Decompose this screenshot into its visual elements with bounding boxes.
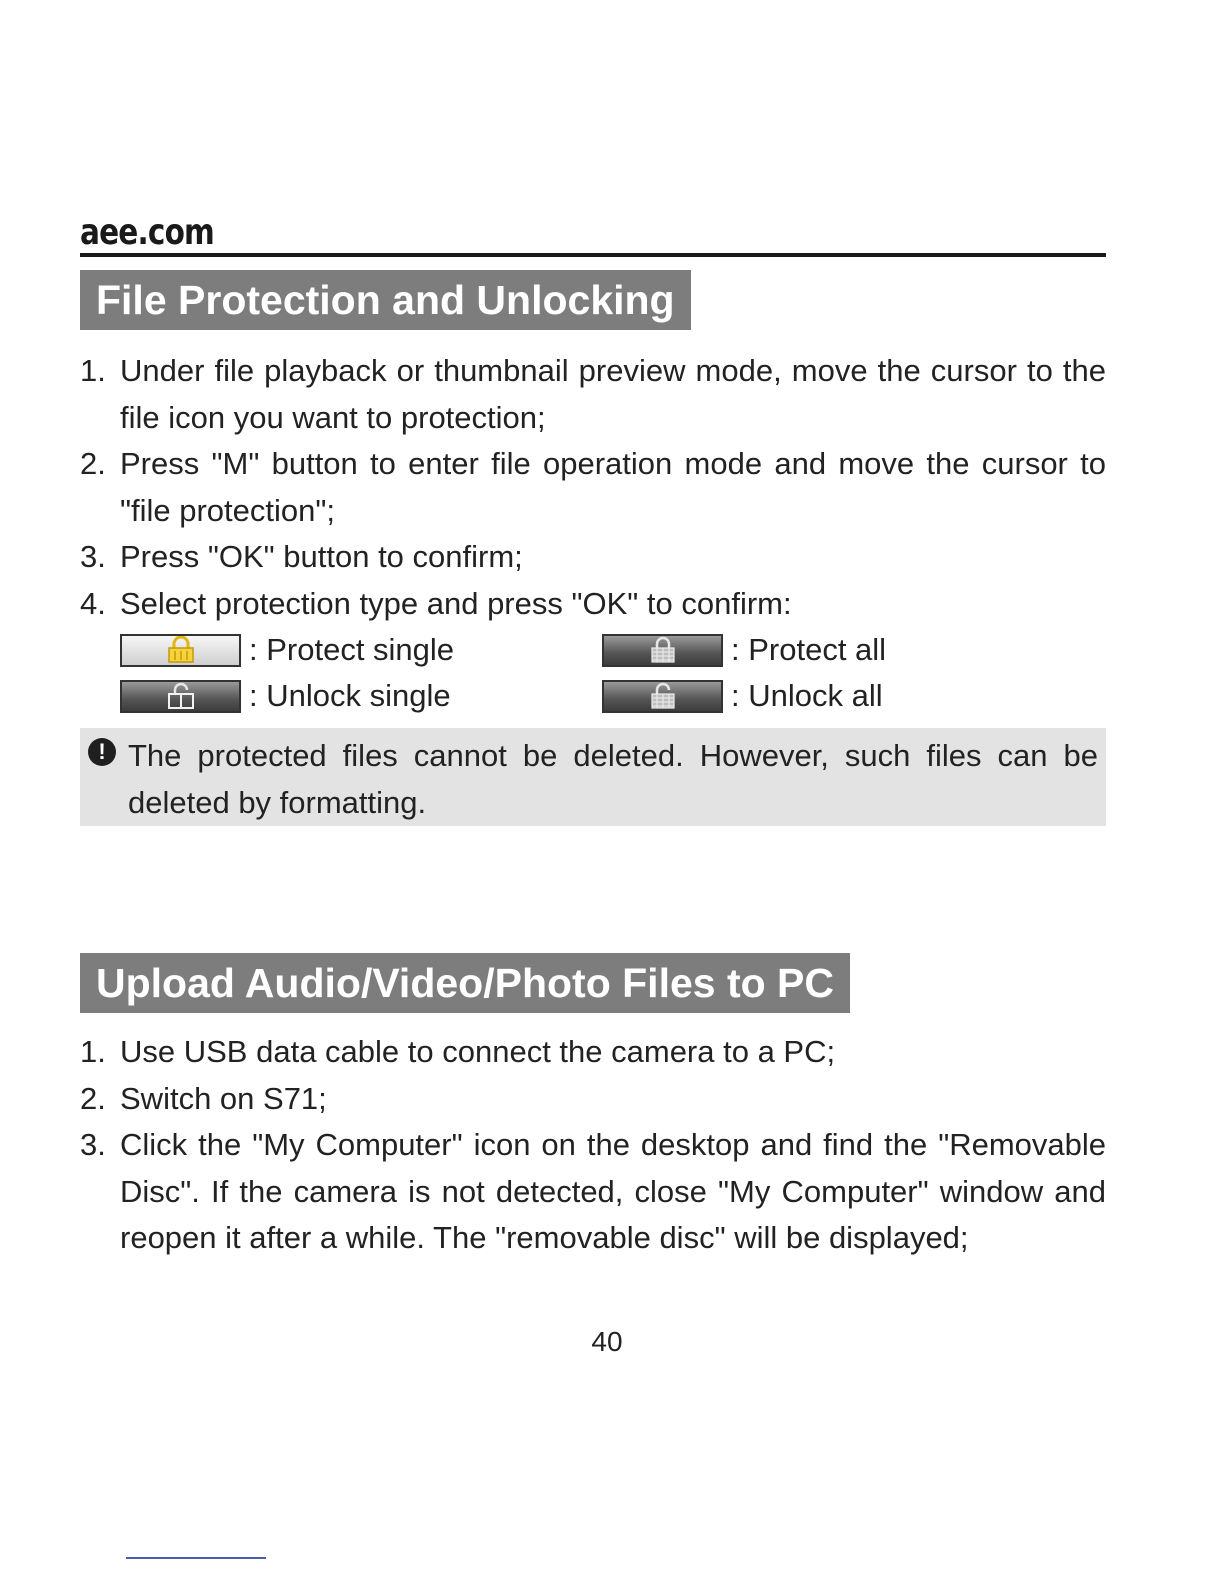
list-item: 3. Click the "My Computer" icon on the desktop and find the "Removable Disc". If the camera is not detected, close "My Computer" window and reopen it after a while. The "removable disc" will be displayed; xyxy=(80,1127,1106,1255)
brand-logo: aee.com xyxy=(80,212,214,253)
warning-note xyxy=(80,728,1106,826)
lock-all-icon xyxy=(602,634,723,667)
lock-single-icon xyxy=(120,634,241,667)
unlock-all-icon xyxy=(602,680,723,713)
note-text: The protected files cannot be deleted. However, such files can be deleted by formatting. xyxy=(128,738,1098,820)
section-title-upload: Upload Audio/Video/Photo Files to PC xyxy=(80,953,850,1013)
list-item: 1. Use USB data cable to connect the camera to a PC; xyxy=(80,1034,836,1069)
legend-label: : Unlock all xyxy=(731,678,883,713)
legend-label: : Protect all xyxy=(731,632,887,667)
list-item: 1. Under file playback or thumbnail preview mode, move the cursor to the file icon you want to protection; xyxy=(80,353,1106,435)
footer-line xyxy=(126,1557,266,1559)
page-number: 40 xyxy=(591,1326,623,1357)
list-item: 3. Press "OK" button to confirm; xyxy=(80,539,523,574)
list-item: 4. Select protection type and press "OK" to confirm: xyxy=(80,585,792,621)
exclamation-icon: ! xyxy=(88,738,116,766)
protection-steps xyxy=(80,348,1106,627)
list-item: 2. Switch on S71; xyxy=(80,1080,327,1116)
upload-steps xyxy=(80,1029,1106,1262)
header-rule xyxy=(80,253,1106,257)
protection-type-legend xyxy=(120,630,920,720)
unlock-single-icon xyxy=(120,680,241,713)
legend-protect-single xyxy=(120,630,454,670)
legend-label: : Protect single xyxy=(249,632,455,667)
section-title-file-protection: File Protection and Unlocking xyxy=(80,270,691,330)
legend-unlock-single xyxy=(120,676,451,716)
list-item: 2. Press "M" button to enter file operation mode and move the cursor to "file protection"; xyxy=(80,446,1106,528)
legend-protect-all xyxy=(602,630,886,670)
legend-label: : Unlock single xyxy=(249,678,451,713)
legend-unlock-all xyxy=(602,676,883,716)
